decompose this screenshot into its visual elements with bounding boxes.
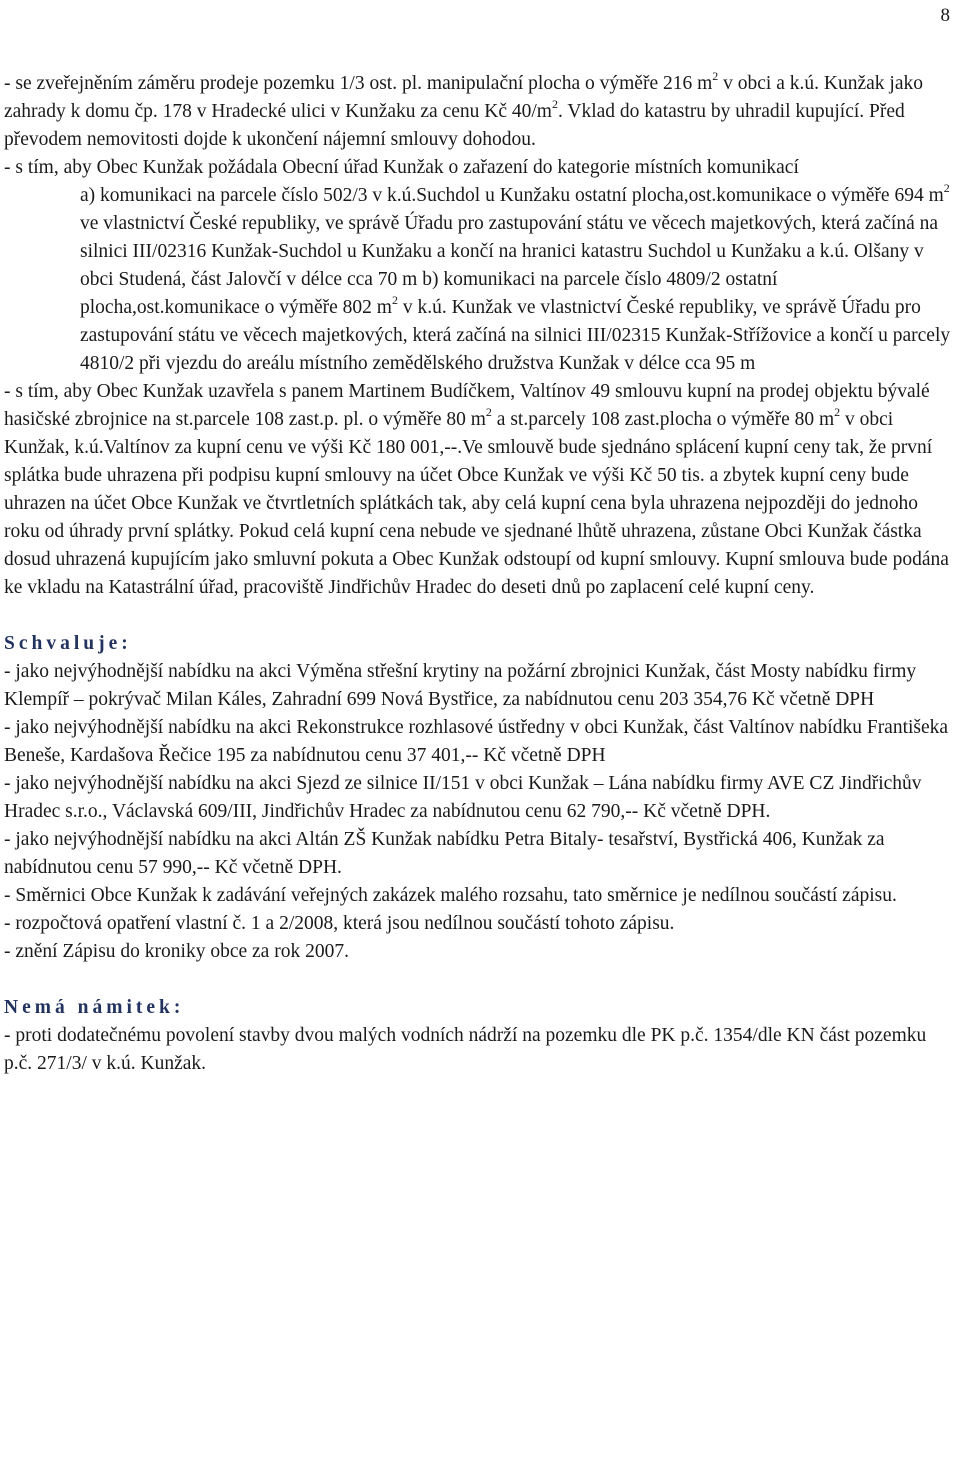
paragraph-road-list: a) komunikaci na parcele číslo 502/3 v k.ú.Suchdol u Kunžaku ostatní plocha,ost.komunikace o výměře 694 $m^2$ ve vlastnictví České republiky, ve správě Úřadu pro zastupování státu ve věcech majetkových, která začíná na silnici III/02316 Kunžak-Suchdol u Kunžaku a končí na hranici katastru Suchdol u Kunžaku a k.ú. Olšany v obci Studená, část Jalovčí v délce cca 70 m b) komunikaci na parcele číslo 4809/2 ostatní plocha,ost.komunikace o výměře 802 $m^2$ v k.ú. Kunžak ve vlastnictví České republiky, ve správě Úřadu pro zastupování státu ve věcech majetkových, která začíná na silnici III/02315 Kunžak-Střížovice a končí u parcely 4810/2 při vjezdu do areálu místního zemědělského družstva Kunžak v délce cca 95 m	[80, 181, 951, 374]
paragraph-land-sale: - se zveřejněním záměru prodeje pozemku 1/3 ost. pl. manipulační plocha o výměře 216 $m^2$ v obci a k.ú. Kunžak jako zahrady k domu čp. 178 v Hradecké ulici v Kunžaku za cenu Kč $40/m^2$. Vklad do katastru by uhradil kupující. Před převodem nemovitosti dojde k ukončení nájemní smlouvy dohodou.	[4, 69, 923, 150]
superscript: 2	[712, 69, 719, 83]
approval-item: - Směrnici Obce Kunžak k zadávání veřejných zakázek malého rozsahu, tato směrnice je nedílnou součástí zápisu.	[4, 885, 897, 906]
superscript: 2	[834, 405, 841, 419]
superscript: 2	[943, 181, 950, 195]
page-number: 8	[940, 5, 950, 26]
superscript: 2	[391, 293, 398, 307]
approval-item: - jako nejvýhodnější nabídku na akci Rekonstrukce rozhlasové ústředny v obci Kunžak, část Valtínov nabídku Františeka Beneše, Kardašova Řečice 195 za nabídnutou cenu 37 401,-- Kč včetně DPH	[4, 717, 949, 766]
approval-item: - jako nejvýhodnější nabídku na akci Výměna střešní krytiny na požární zbrojnici Kunžak, část Mosty nabídku firmy Klempíř – pokrývač Milan Káles, Zahradní 699 Nová Bystřice, za nabídnutou cenu 203 354,76 Kč včetně DPH	[4, 661, 917, 710]
objection-item: - proti dodatečnému povolení stavby dvou malých vodních nádrží na pozemku dle PK p.č. 1354/dle KN část pozemku p.č. 271/3/ v k.ú. Kunžak.	[4, 1025, 927, 1074]
document-body	[4, 70, 952, 1078]
approval-item: - jako nejvýhodnější nabídku na akci Sjezd ze silnice II/151 v obci Kunžak – Lána nabídku firmy AVE CZ Jindřichův Hradec s.r.o., Václavská 609/III, Jindřichův Hradec za nabídnutou cenu 62 790,-- Kč včetně DPH.	[4, 773, 922, 822]
approval-item: - jako nejvýhodnější nabídku na akci Altán ZŠ Kunžak nabídku Petra Bitaly- tesařství, Bystřická 406, Kunžak za nabídnutou cenu 57 990,-- Kč včetně DPH.	[4, 829, 885, 878]
approval-item: - znění Zápisu do kroniky obce za rok 2007.	[4, 941, 349, 962]
paragraph-purchase-contract: - s tím, aby Obec Kunžak uzavřela s panem Martinem Budíčkem, Valtínov 49 smlouvu kupní na prodej objektu bývalé hasičské zbrojnice na st.parcele 108 zast.p. pl. o výměře 80 $m^2$ a st.parcely 108 zast.plocha o výměře 80 $m^2$ v obci Kunžak, k.ú.Valtínov za kupní cenu ve výši Kč 180 001,--.Ve smlouvě bude sjednáno splácení kupní ceny tak, že první splátka bude uhrazena při podpisu kupní smlouvy na účet Obce Kunžak ve výši Kč 50 tis. a zbytek kupní ceny bude uhrazen na účet Obce Kunžak ve čtvrtletních splátkách tak, aby celá kupní cena byla uhrazena nejpozději do jednoho roku od úhrady první splátky. Pokud celá kupní cena nebude ve sjednané lhůtě uhrazena, zůstane Obci Kunžak částka dosud uhrazená kupujícím jako smluvní pokuta a Obec Kunžak odstoupí od kupní smlouvy. Kupní smlouva bude podána ke vkladu na Katastrální úřad, pracoviště Jindřichův Hradec do deseti dnů po zaplacení celé kupní ceny.	[4, 381, 949, 598]
superscript: 2	[551, 97, 558, 111]
paragraph-road-classification: - s tím, aby Obec Kunžak požádala Obecní úřad Kunžak o zařazení do kategorie místních komunikací	[4, 157, 799, 178]
heading-schvaluje: Schvaluje:	[4, 633, 132, 654]
superscript: 2	[485, 405, 492, 419]
spacer	[4, 602, 952, 630]
heading-nema-namitek: Nemá námitek:	[4, 997, 185, 1018]
approval-item: - rozpočtová opatření vlastní č. 1 a 2/2008, která jsou nedílnou součástí tohoto zápisu.	[4, 913, 675, 934]
spacer	[4, 966, 952, 994]
